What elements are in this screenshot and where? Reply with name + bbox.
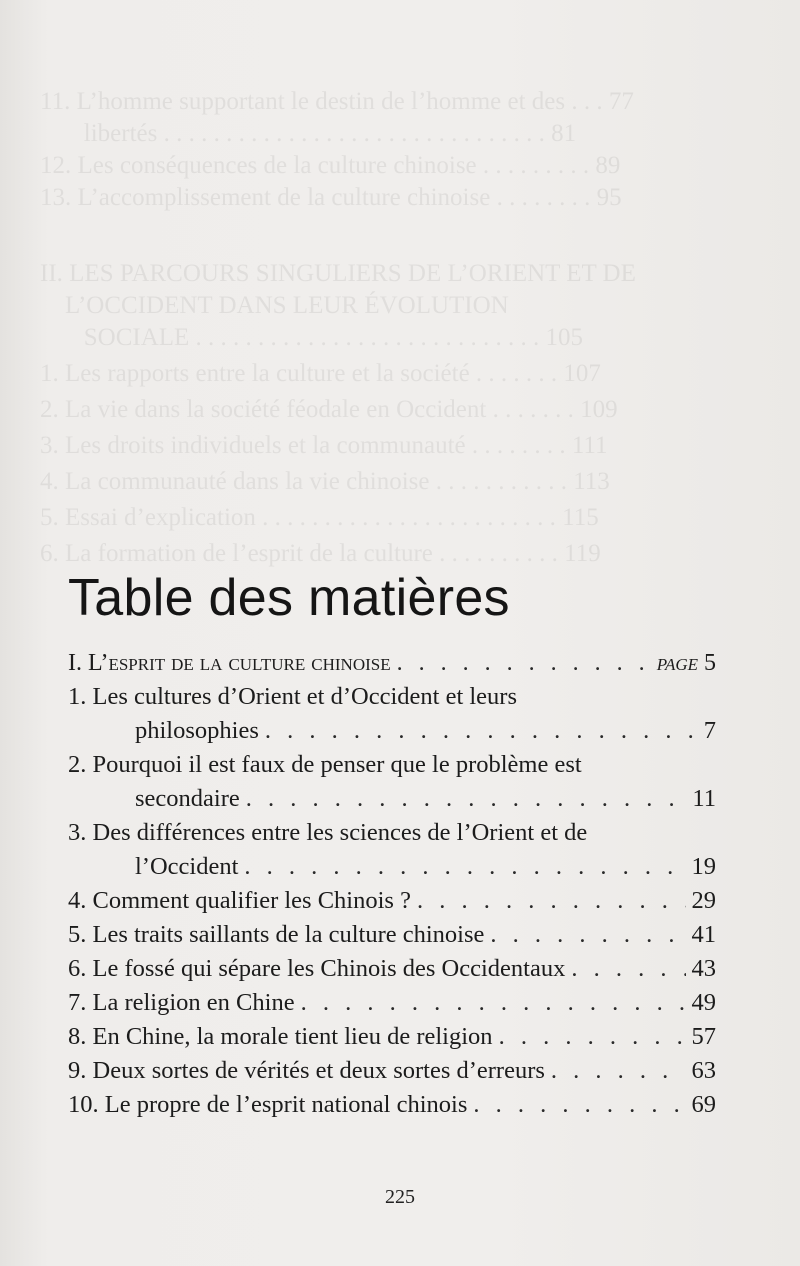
toc-entry-7	[68, 986, 716, 1020]
page-number-value: 5	[704, 650, 716, 676]
toc-entry-label: 8. En Chine, la morale tient lieu de religion	[68, 1023, 493, 1050]
toc-entry-page: 7	[703, 717, 716, 744]
toc-entry-5	[68, 918, 716, 952]
toc-leader-dots	[397, 646, 651, 680]
toc-entry-8	[68, 1020, 716, 1054]
toc-leader-dots	[499, 1020, 686, 1054]
toc-entry-page: 41	[691, 921, 716, 948]
toc-entry-6	[68, 952, 716, 986]
toc-entry-page: 11	[692, 785, 716, 812]
toc-entry-label: 6. Le fossé qui sépare les Chinois des Occidentaux	[68, 955, 566, 982]
toc-entry-10	[68, 1088, 716, 1122]
toc-entry-4	[68, 884, 716, 918]
bleed-through-text: 11. L’homme supportant le destin de l’homme et des . . . 77 libertés . . . . . . . . . . . . . . . . . . . . . . . . . . . . . . . 81 12. Les conséquences de la culture chinoise . . . . . . . . . 89 13. L’accomplissement de la culture chinoise . . . . . . . . 95 II. LES PARCOURS SINGULIERS DE L’ORIENT ET DE L’OCCIDENT DANS LEUR ÉVOLUTION SOCIALE . . . . . . . . . . . . . . . . . . . . . . . . . . . . 105 1. Les rapports entre la culture et la société . . . . . . . 107 2. La vie dans la société féodale en Occident . . . . . . . 109 3. Les droits individuels et la communauté . . . . . . . . 111 4. La communauté dans la vie chinoise . . . . . . . . . . . 113 5. Essai d’explication . . . . . . . . . . . . . . . . . . . . . . . . 115 6. La formation de l’esprit de la culture . . . . . . . . . . 119	[40, 88, 636, 567]
toc-entry-2	[68, 748, 716, 816]
toc-entry-3	[68, 816, 716, 884]
toc-entry-label-cont: secondaire	[135, 785, 240, 812]
toc-entry-1	[68, 680, 716, 748]
toc-entry-page: 19	[691, 853, 716, 880]
toc-entry-label: 3. Des différences entre les sciences de l’Orient et de	[68, 819, 588, 846]
toc-section-heading	[68, 646, 716, 680]
toc-leader-dots	[490, 918, 685, 952]
toc-leader-dots	[244, 850, 685, 884]
toc-entry-label-cont: l’Occident	[135, 853, 239, 880]
toc-entry-label: 10. Le propre de l’esprit national chinois	[68, 1091, 468, 1118]
toc-entry-label-cont: philosophies	[135, 717, 259, 744]
toc-entry-page: 49	[691, 989, 716, 1016]
toc-entry-label: 1. Les cultures d’Orient et d’Occident et leurs	[68, 683, 518, 710]
toc-leader-dots	[551, 1054, 686, 1088]
toc-entry-page: 63	[691, 1057, 716, 1084]
toc-leader-dots	[246, 782, 687, 816]
toc-entry-label: 9. Deux sortes de vérités et deux sortes d’erreurs	[68, 1057, 545, 1084]
page-prefix: page	[656, 650, 698, 676]
toc-leader-dots	[473, 1088, 685, 1122]
toc-leader-dots	[417, 884, 686, 918]
toc-leader-dots	[571, 952, 685, 986]
page-title: Table des matières	[68, 569, 510, 627]
toc-entry-label: 5. Les traits saillants de la culture chinoise	[68, 921, 485, 948]
toc-section-label: I. L’esprit de la culture chinoise	[68, 650, 391, 676]
toc-entry-page: 43	[691, 955, 716, 982]
folio-page-number: 225	[385, 1186, 415, 1208]
toc-leader-dots	[265, 714, 698, 748]
toc-entry-page: 69	[691, 1091, 716, 1118]
toc-entry-label: 7. La religion en Chine	[68, 989, 295, 1016]
toc-entry-9	[68, 1054, 716, 1088]
toc-section-page	[657, 646, 716, 680]
toc-entry-page: 29	[691, 887, 716, 914]
toc-leader-dots	[301, 986, 686, 1020]
table-of-contents	[68, 646, 716, 1122]
toc-entry-label: 4. Comment qualifier les Chinois ?	[68, 887, 411, 914]
toc-entry-page: 57	[691, 1023, 716, 1050]
toc-entry-label: 2. Pourquoi il est faux de penser que le problème est	[68, 751, 582, 778]
